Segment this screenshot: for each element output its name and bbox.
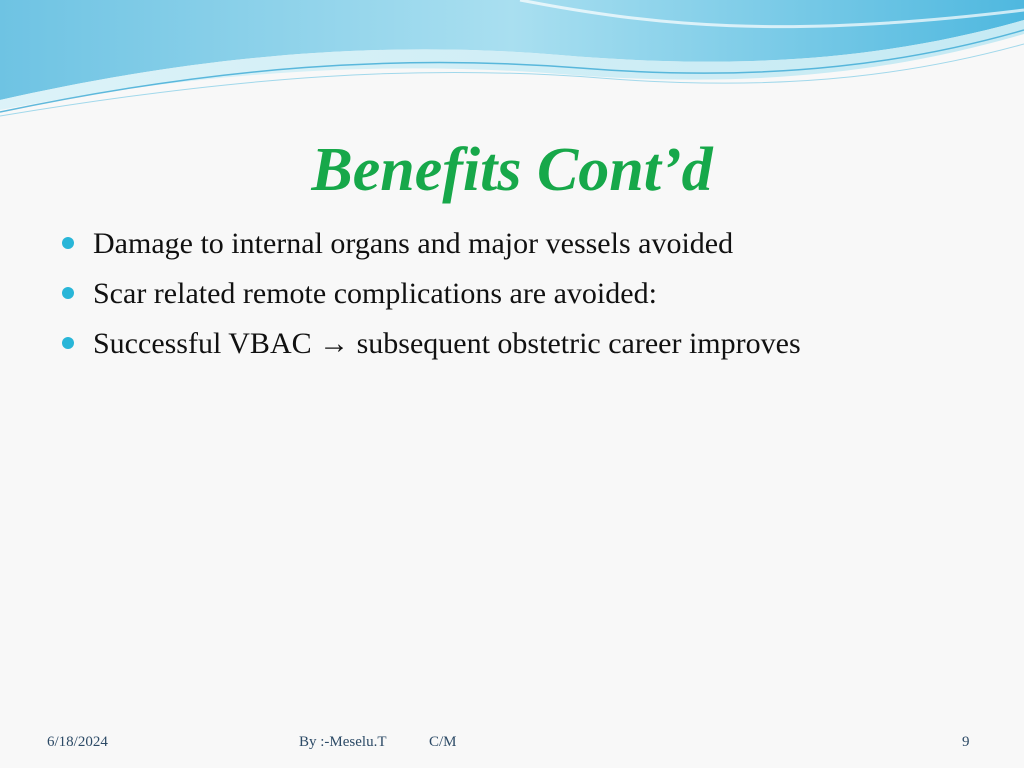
footer-date: 6/18/2024 — [47, 734, 108, 750]
bullet-text: Damage to internal organs and major vessels avoided — [93, 227, 734, 260]
bullet-item — [62, 273, 992, 323]
bullet-text: Successful VBAC → subsequent obstetric career improves — [93, 327, 801, 360]
footer-author: By :-Meselu.T — [299, 734, 387, 750]
bullet-icon — [62, 237, 74, 249]
bullet-text: Scar related remote complications are avoided: — [93, 277, 657, 310]
footer-page-number: 9 — [962, 734, 970, 750]
header-wave-decoration — [0, 0, 1024, 120]
bullet-icon — [62, 287, 74, 299]
slide-title: Benefits Cont’d — [311, 136, 713, 204]
bullet-icon — [62, 337, 74, 349]
bullet-list — [62, 223, 992, 373]
bullet-item — [62, 223, 992, 273]
footer-org: C/M — [429, 734, 457, 750]
bullet-item — [62, 323, 992, 373]
